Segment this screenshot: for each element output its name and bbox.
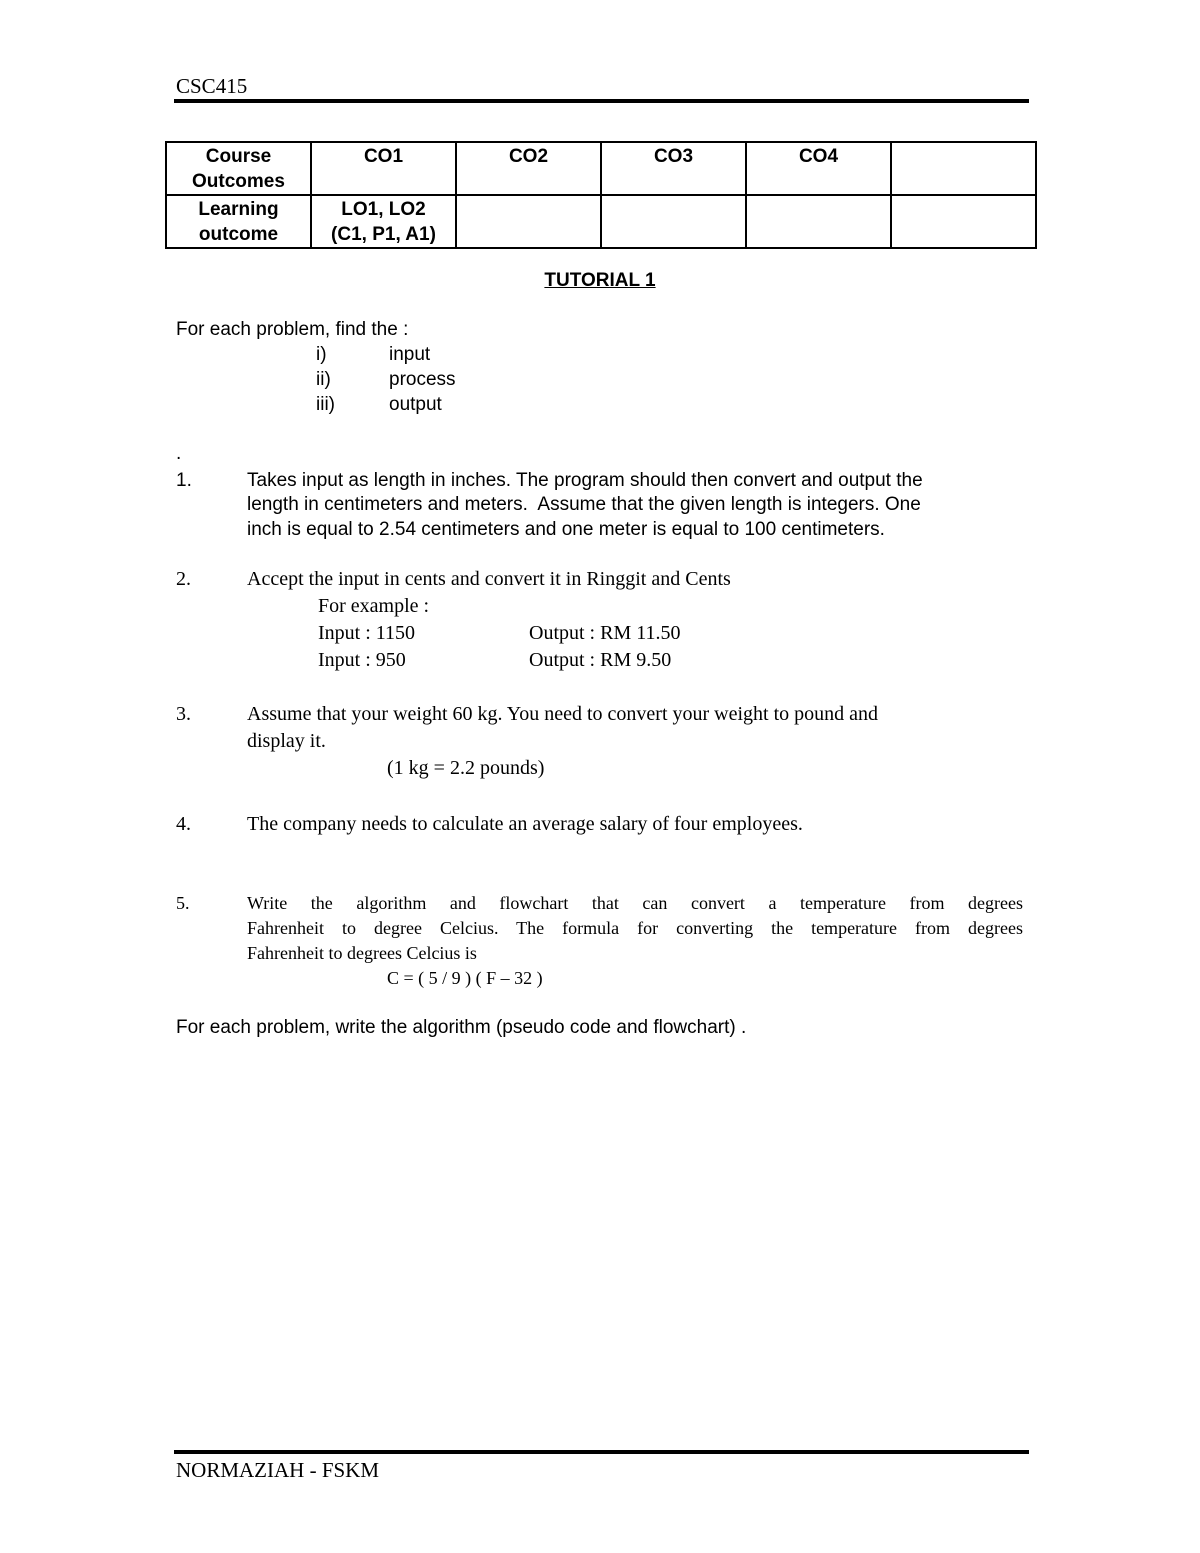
footer-text: NORMAZIAH - FSKM xyxy=(176,1458,380,1482)
table-cell-empty xyxy=(456,195,601,248)
table-cell-co3: CO3 xyxy=(601,142,746,195)
intro-lead: For each problem, find the : xyxy=(176,319,409,340)
example-label: For example : xyxy=(318,595,430,617)
closing-instruction: For each problem, write the algorithm (pseudo code and flowchart) . xyxy=(176,1017,747,1038)
table-row xyxy=(166,142,1036,195)
problem-text-line: inch is equal to 2.54 centimeters and one meter is equal to 100 centimeters. xyxy=(247,519,885,540)
table-cell-empty xyxy=(891,195,1036,248)
problem-number: 2. xyxy=(176,568,191,590)
table-cell-empty xyxy=(891,142,1036,195)
header-divider xyxy=(174,99,1029,103)
table-cell-co1: CO1 xyxy=(311,142,456,195)
intro-item-text: process xyxy=(389,369,456,390)
problem-text-line: length in centimeters and meters. Assume that the given length is integers. One xyxy=(247,494,921,515)
stray-mark: . xyxy=(176,443,182,464)
conversion-note: (1 kg = 2.2 pounds) xyxy=(387,757,545,779)
example-input: Input : 950 xyxy=(318,649,406,671)
problem-text-line: display it. xyxy=(247,730,326,752)
intro-item-num: ii) xyxy=(316,369,331,390)
intro-item-num: i) xyxy=(316,344,327,365)
table-cell-empty xyxy=(746,195,891,248)
problem-number: 5. xyxy=(176,893,190,913)
table-cell-course-outcomes-label: Course Outcomes xyxy=(166,142,311,195)
table-cell-lo: LO1, LO2 (C1, P1, A1) xyxy=(311,195,456,248)
problem-text-line: Fahrenheit to degrees Celcius is xyxy=(247,943,477,963)
problem-number: 3. xyxy=(176,703,191,725)
problem-number: 4. xyxy=(176,813,191,835)
intro-item-text: output xyxy=(389,394,442,415)
intro-item-num: iii) xyxy=(316,394,335,415)
problem-text-line: Fahrenheit to degree Celcius. The formula for converting the temperature from degrees xyxy=(247,918,1023,938)
intro-item-text: input xyxy=(389,344,431,365)
problem-text-line: The company needs to calculate an average salary of four employees. xyxy=(247,813,803,835)
table-cell-learning-outcome-label: Learning outcome xyxy=(166,195,311,248)
course-outcomes-table xyxy=(165,141,1037,249)
problem-text-line: Assume that your weight 60 kg. You need to convert your weight to pound and xyxy=(247,703,879,725)
problem-number: 1. xyxy=(176,470,192,491)
formula: C = ( 5 / 9 ) ( F – 32 ) xyxy=(387,968,543,988)
example-input: Input : 1150 xyxy=(318,622,416,644)
problem-text-line: Accept the input in cents and convert it in Ringgit and Cents xyxy=(247,568,731,590)
example-output: Output : RM 9.50 xyxy=(529,649,672,671)
footer-divider xyxy=(174,1450,1029,1454)
table-cell-empty xyxy=(601,195,746,248)
problem-text-line: Write the algorithm and flowchart that can convert a temperature from degrees xyxy=(247,893,1023,913)
problem-text-line: Takes input as length in inches. The program should then convert and output the xyxy=(247,470,923,491)
header-course-code: CSC415 xyxy=(176,74,248,98)
table-row xyxy=(166,195,1036,248)
table-cell-co4: CO4 xyxy=(746,142,891,195)
example-output: Output : RM 11.50 xyxy=(529,622,681,644)
page-title: TUTORIAL 1 xyxy=(544,270,656,291)
table-cell-co2: CO2 xyxy=(456,142,601,195)
